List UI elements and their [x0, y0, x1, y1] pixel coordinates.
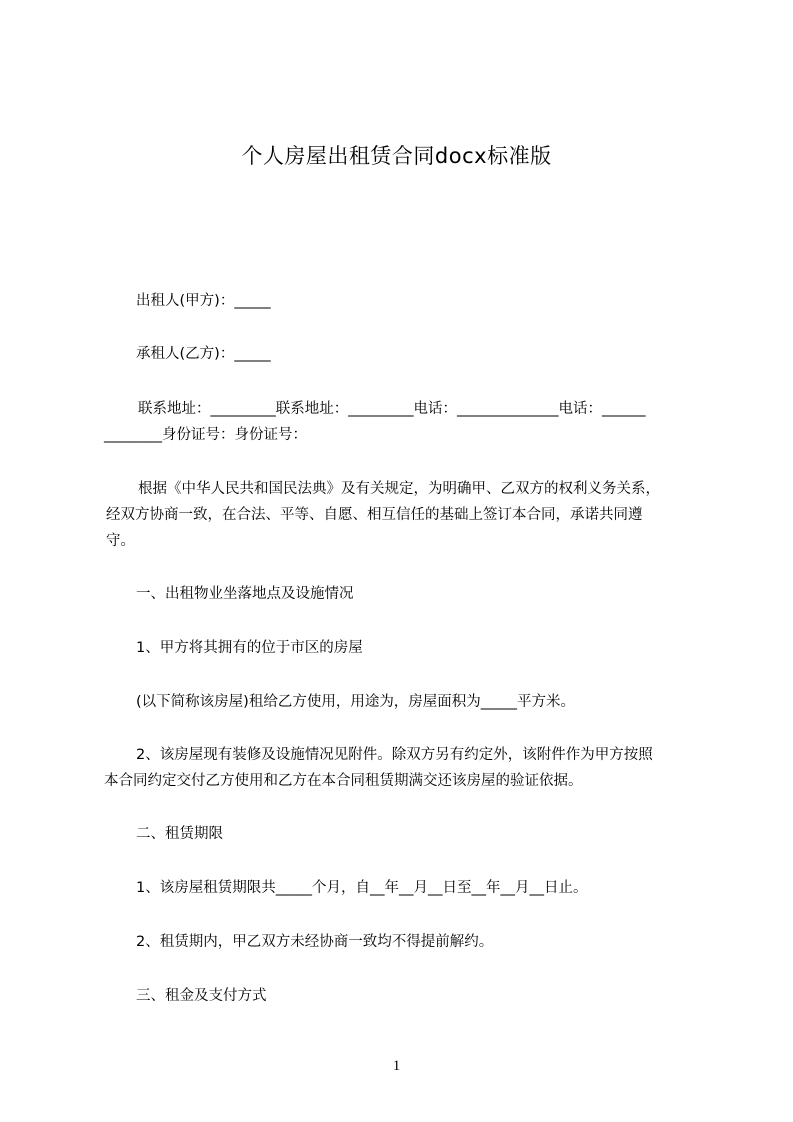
section-2-item-2: 2、租赁期内，甲乙双方未经协商一致均不得提前解约。 [136, 934, 494, 950]
page-number: 1 [392, 1058, 401, 1074]
contact-line-1: 联系地址：_________联系地址：_________电话：______________电话：______ [138, 401, 646, 417]
section-1-item-2-line-2: 本合同约定交付乙方使用和乙方在本合同租赁期满交还该房屋的验证依据。 [104, 773, 583, 789]
lessee-line: 承租人(乙方)：_____ [136, 346, 271, 362]
section-1-item-2-line-1: 2、该房屋现有装修及设施情况见附件。除双方另有约定外，该附件作为甲方按照 [136, 747, 653, 763]
document-title: 个人房屋出租赁合同docx标准版 [241, 144, 552, 168]
section-3-heading: 三、租金及支付方式 [136, 988, 267, 1004]
section-1-item-1-continued: (以下简称该房屋)租给乙方使用，用途为，房屋面积为_____平方米。 [136, 694, 576, 710]
section-1-heading: 一、出租物业坐落地点及设施情况 [136, 586, 354, 602]
intro-line-2: 经双方协商一致，在合法、平等、自愿、相互信任的基础上签订本合同，承诺共同遵 [106, 507, 643, 523]
intro-line-1: 根据《中华人民共和国民法典》及有关规定，为明确甲、乙双方的权利义务关系， [138, 481, 660, 497]
section-1-item-1: 1、甲方将其拥有的位于市区的房屋 [136, 640, 363, 656]
lessor-line: 出租人(甲方)：_____ [136, 293, 271, 309]
section-2-heading: 二、租赁期限 [136, 826, 223, 842]
contact-line-2: ________身份证号：身份证号： [104, 427, 307, 443]
intro-line-3: 守。 [106, 533, 135, 549]
section-2-item-1: 1、该房屋租赁期限共_____个月，自__年__月__日至__年__月__日止。 [136, 880, 588, 896]
